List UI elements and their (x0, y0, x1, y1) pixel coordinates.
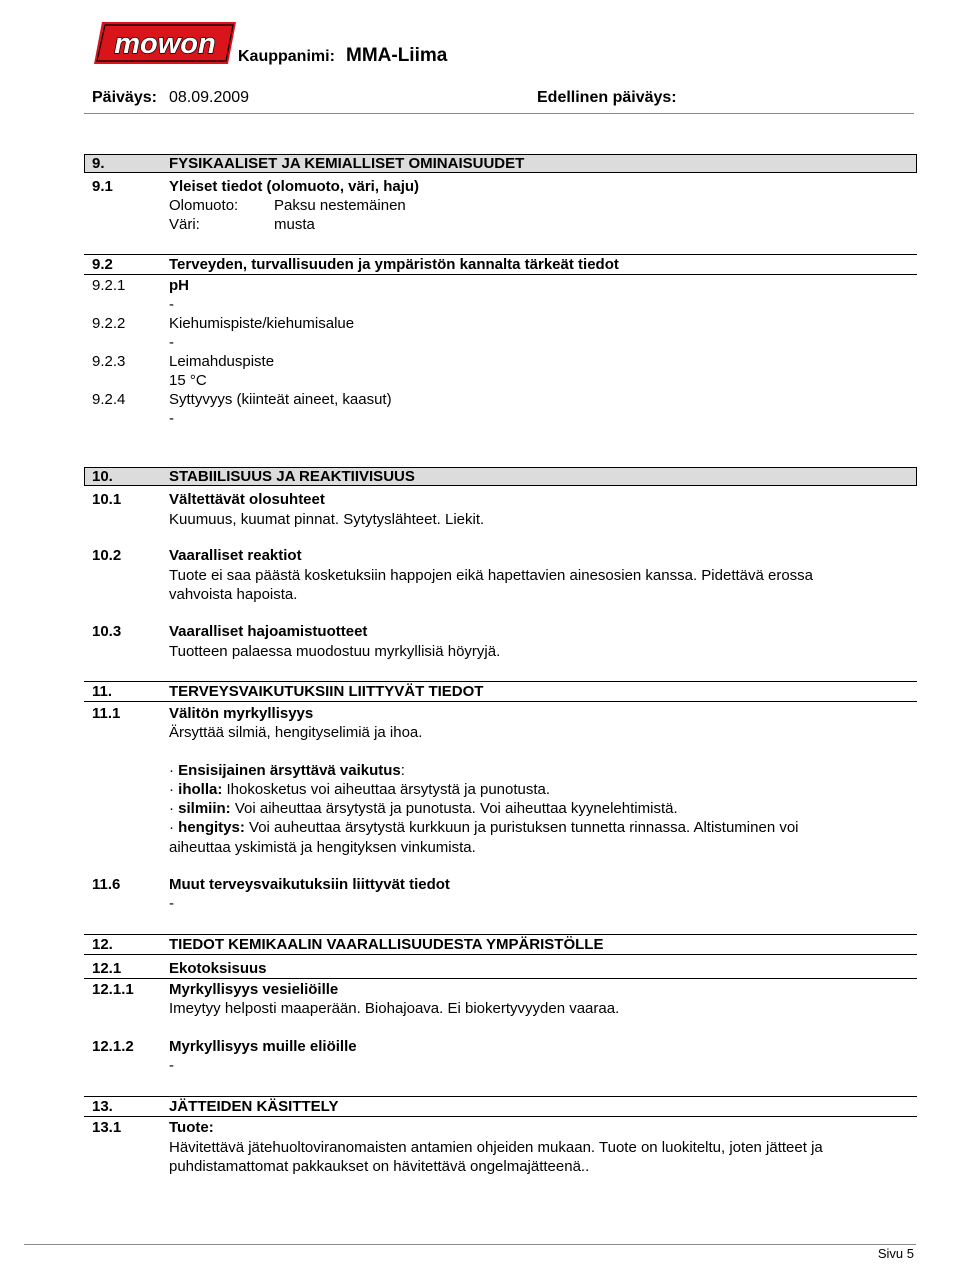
section-12-1-2-number: 12.1.2 (92, 1038, 134, 1055)
section-11-1-number: 11.1 (92, 705, 121, 722)
section-9-2-1-title: pH (169, 277, 189, 294)
section-9-1-number: 9.1 (92, 178, 113, 195)
bullet-primary-irritation-colon: : (400, 762, 405, 779)
section-10-2-title: Vaaralliset reaktiot (169, 547, 302, 564)
bullet-eyes: · silmiin: Voi aiheuttaa ärsytystä ja punotusta. Voi aiheuttaa kyynelehtimistä. (169, 800, 678, 817)
section-12-1-1-title: Myrkyllisyys vesieliöille (169, 981, 339, 998)
bullet-primary-irritation-heading: Ensisijainen ärsyttävä vaikutus (178, 762, 401, 779)
bullet-skin-heading: iholla: (178, 781, 223, 798)
section-11-1-title: Välitön myrkyllisyys (169, 705, 314, 722)
section-9-2-4-number: 9.2.4 (92, 391, 126, 408)
form-label: Olomuoto: (169, 197, 239, 214)
bullet-primary-irritation: · Ensisijainen ärsyttävä vaikutus: (169, 762, 405, 779)
color-value: musta (274, 216, 315, 233)
bullet-skin-text: Ihokosketus voi aiheuttaa ärsytystä ja punotusta. (222, 781, 551, 798)
section-12-title: TIEDOT KEMIKAALIN VAARALLISUUDESTA YMPÄRISTÖLLE (169, 936, 604, 953)
section-9-2-number: 9.2 (92, 256, 113, 273)
page-number: Sivu 5 (877, 1246, 914, 1261)
bullet-inhalation-heading: hengitys: (178, 819, 245, 836)
section-10-number: 10. (92, 468, 113, 485)
section-10-1-text: Kuumuus, kuumat pinnat. Sytytyslähteet. Liekit. (169, 511, 485, 528)
section-13-number: 13. (92, 1098, 113, 1115)
ph-value: - (169, 296, 174, 313)
section-9-title: FYSIKAALISET JA KEMIALLISET OMINAISUUDET (169, 155, 525, 172)
trade-name-label: Kauppanimi: (238, 48, 335, 65)
section-11-6-number: 11.6 (92, 876, 121, 893)
section-12-1-rule (84, 978, 917, 979)
section-10-1-number: 10.1 (92, 491, 122, 508)
section-11-number: 11. (92, 683, 113, 700)
header-divider (84, 113, 914, 114)
section-10-3-number: 10.3 (92, 623, 122, 640)
trade-name-value: MMA-Liima (346, 45, 448, 66)
section-9-2-3-number: 9.2.3 (92, 353, 126, 370)
footer-divider (24, 1244, 916, 1245)
section-13-rule-bottom (84, 1116, 917, 1117)
company-logo (94, 22, 236, 64)
bullet-eyes-heading: silmiin: (178, 800, 231, 817)
section-9-2-2-number: 9.2.2 (92, 315, 126, 332)
section-12-1-title: Ekotoksisuus (169, 960, 267, 977)
section-10-3-title: Vaaralliset hajoamistuotteet (169, 623, 368, 640)
section-11-6-title: Muut terveysvaikutuksiin liittyvät tiedot (169, 876, 450, 893)
section-10-2-text-line-1: Tuote ei saa päästä kosketuksiin happojen eikä hapettavien ainesosien kanssa. Pidettävä erossa (169, 567, 814, 584)
section-10-2-number: 10.2 (92, 547, 122, 564)
section-9-number: 9. (92, 155, 105, 172)
boiling-point-value: - (169, 334, 174, 351)
date-value: 08.09.2009 (169, 89, 250, 106)
section-9-2-4-title: Syttyvyys (kiinteät aineet, kaasut) (169, 391, 392, 408)
section-12-1-number: 12.1 (92, 960, 122, 977)
section-9-2-1-number: 9.2.1 (92, 277, 126, 294)
section-12-1-2-title: Myrkyllisyys muille eliöille (169, 1038, 357, 1055)
previous-date-label: Edellinen päiväys: (537, 89, 677, 106)
section-11-title: TERVEYSVAIKUTUKSIIN LIITTYVÄT TIEDOT (169, 683, 484, 700)
section-9-1-title: Yleiset tiedot (olomuoto, väri, haju) (169, 178, 420, 195)
flammability-value: - (169, 410, 174, 427)
section-11-1-text: Ärsyttää silmiä, hengityselimiä ja ihoa. (169, 724, 423, 741)
section-11-6-value: - (169, 895, 174, 912)
flash-point-value: 15 °C (169, 372, 207, 389)
section-13-1-text-line-2: puhdistamattomat pakkaukset on hävitettävä ongelmajätteenä.. (169, 1158, 590, 1175)
logo-text: mowon (114, 28, 216, 60)
section-9-2-3-title: Leimahduspiste (169, 353, 275, 370)
bullet-skin: · iholla: Ihokosketus voi aiheuttaa ärsytystä ja punotusta. (169, 781, 551, 798)
color-label: Väri: (169, 216, 200, 233)
section-13-1-number: 13.1 (92, 1119, 122, 1136)
section-13-1-title: Tuote: (169, 1119, 214, 1136)
section-12-1-1-number: 12.1.1 (92, 981, 134, 998)
section-13-1-text-line-1: Hävitettävä jätehuoltoviranomaisten antamien ohjeiden mukaan. Tuote on luokiteltu, joten jätteet ja (169, 1139, 823, 1156)
section-10-3-text: Tuotteen palaessa muodostuu myrkyllisiä höyryjä. (169, 643, 501, 660)
section-12-1-1-text: Imeytyy helposti maaperään. Biohajoava. Ei biokertyvyyden vaaraa. (169, 1000, 620, 1017)
section-10-1-title: Vältettävät olosuhteet (169, 491, 325, 508)
bullet-inhalation-text: Voi auheuttaa ärsytystä kurkkuun ja puristuksen tunnetta rinnassa. Altistuminen voi (244, 819, 799, 836)
section-13-title: JÄTTEIDEN KÄSITTELY (169, 1098, 339, 1115)
section-9-2-title: Terveyden, turvallisuuden ja ympäristön kannalta tärkeät tiedot (169, 256, 619, 273)
bullet-inhalation: · hengitys: Voi auheuttaa ärsytystä kurkkuun ja puristuksen tunnetta rinnassa. Altistuminen voi (169, 819, 799, 836)
section-10-title: STABIILISUUS JA REAKTIIVISUUS (169, 468, 415, 485)
bullet-inhalation-continued: aiheuttaa yskimistä ja hengityksen vinkumista. (169, 839, 476, 856)
section-9-2-2-title: Kiehumispiste/kiehumisalue (169, 315, 355, 332)
section-11-rule-bottom (84, 701, 917, 702)
section-10-2-text-line-2: vahvoista hapoista. (169, 586, 298, 603)
form-value: Paksu nestemäinen (274, 197, 406, 214)
date-label: Päiväys: (92, 89, 157, 106)
section-12-rule-bottom (84, 954, 917, 955)
bullet-eyes-text: Voi aiheuttaa ärsytystä ja punotusta. Voi aiheuttaa kyynelehtimistä. (230, 800, 678, 817)
subsection-9-2-rule-bottom (84, 274, 917, 275)
section-12-number: 12. (92, 936, 113, 953)
section-12-1-2-value: - (169, 1057, 174, 1074)
